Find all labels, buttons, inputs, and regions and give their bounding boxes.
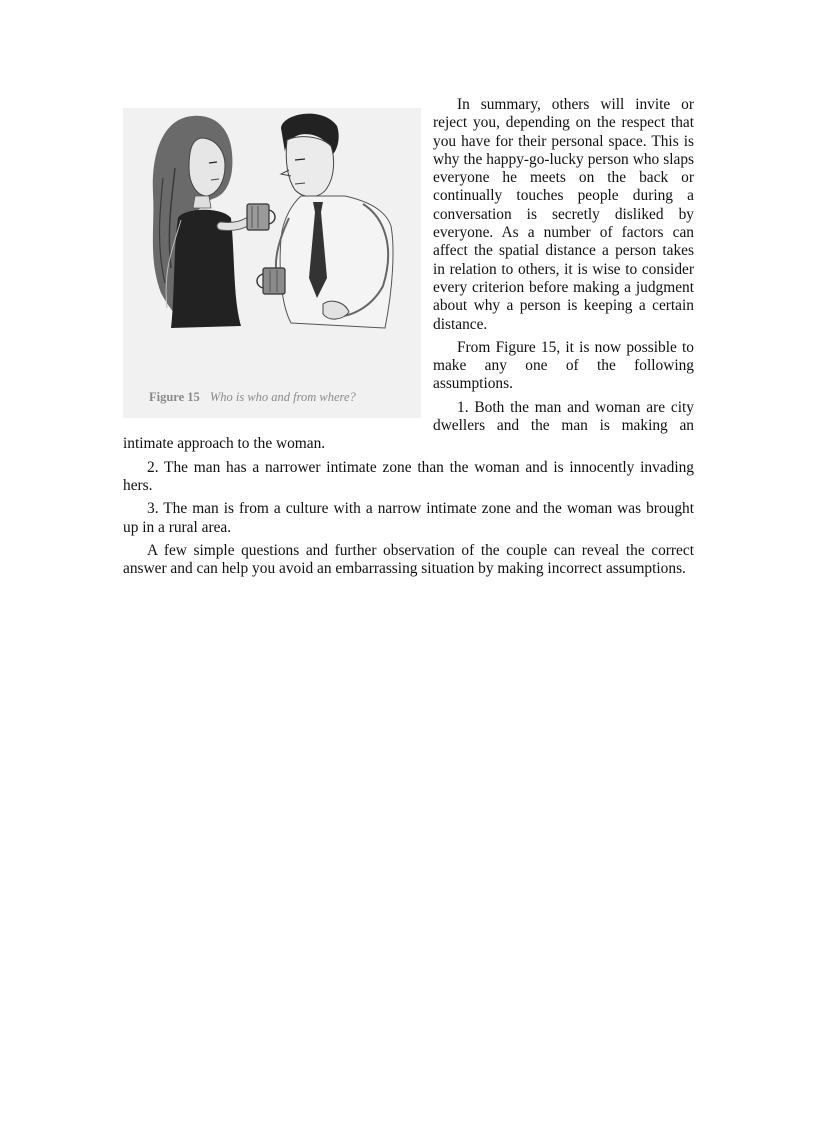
couple-illustration bbox=[123, 108, 421, 418]
figure-15 bbox=[123, 108, 421, 418]
figure-caption bbox=[149, 388, 419, 406]
paragraph-assumption-3: 3. The man is from a culture with a narrow intimate zone and the woman was brought up in a rural area. bbox=[123, 500, 694, 536]
figure-title: Who is who and from where? bbox=[209, 390, 356, 404]
page-content bbox=[123, 96, 694, 583]
paragraph-summary: In summary, others will invite or reject you, depending on the respect that you have for their personal space. This is why the happy-go-lucky person who slaps everyone he meets on the back or continually touches people during a conversation is secretly disliked by everyone. As a number of factors can affect the spatial distance a person takes in relation to others, it is wise to consider every criterion before making a judgment about why a person is keeping a certain distance. bbox=[433, 96, 694, 333]
paragraph-assumption-2: 2. The man has a narrower intimate zone than the woman and is innocently invading hers. bbox=[123, 458, 694, 494]
paragraph-assumption-1: 1. Both the man and woman are city dwellers and the man is making an intimate approach to the woman. bbox=[123, 398, 694, 453]
paragraph-conclusion: A few simple questions and further observation of the couple can reveal the correct answer and can help you avoid an embarrassing situation by making incorrect assumptions. bbox=[123, 541, 694, 578]
figure-number: Figure 15 bbox=[149, 390, 200, 404]
paragraph-assumptions-intro: From Figure 15, it is now possible to make any one of the following assumptions. bbox=[433, 338, 694, 393]
